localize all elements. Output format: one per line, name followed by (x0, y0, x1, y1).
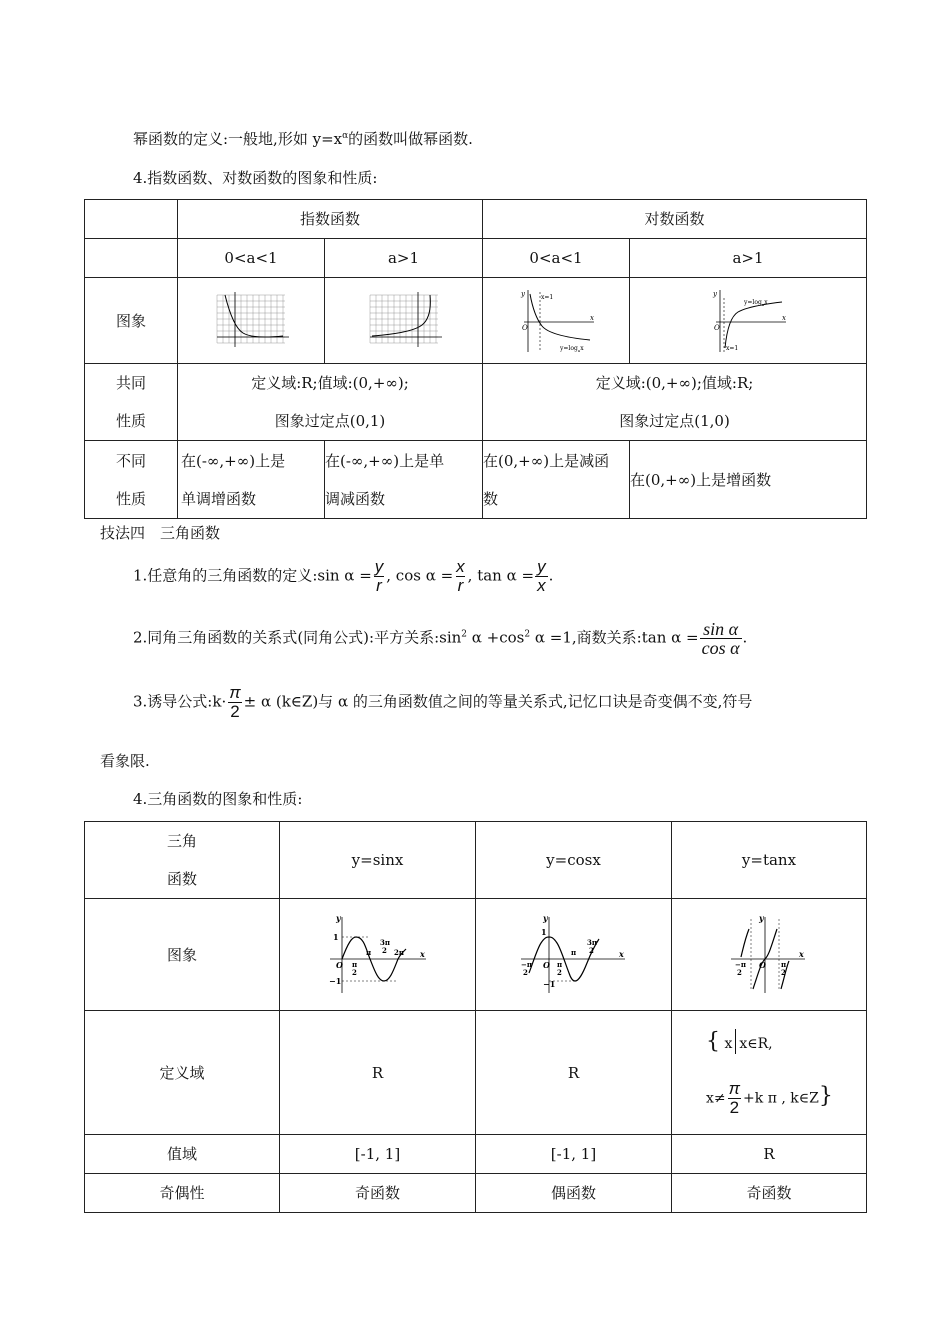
svg-text:2π: 2π (393, 947, 404, 957)
exp-inc-graph (325, 278, 483, 364)
svg-text:y=logax: $y=\log_ax$ (744, 298, 768, 307)
exp-common-props: 定义域:R;值域:(0,+∞); 图象过定点(0,1) (178, 364, 483, 441)
svg-text:O: O (714, 323, 720, 332)
empty-sub (85, 239, 178, 278)
tan-graph (672, 899, 867, 1011)
sub-header: 0<a<1 (483, 239, 630, 278)
same-angle-relations: 2.同角三角函数的关系式(同角公式):平方关系$:\sin^2$ $\alpha +\cos^2$ α =1,商数关系:tan α = $\frac{\text{sin α}}{\text{cos α}}$ . (133, 619, 748, 658)
tan-domain: { x x∈R, x≠ $\frac{\pi}{2}$ +k π , k∈Z} (672, 1011, 867, 1135)
induction-formula-cont: 看象限. (100, 752, 150, 770)
svg-text:O: O (759, 959, 766, 970)
svg-text:y: y (335, 914, 341, 923)
svg-text:y=logax: $y=\log_ax$ (560, 344, 584, 353)
section-heading-trig: 技法四 三角函数 (100, 524, 221, 542)
exp-header: 指数函数 (178, 200, 483, 239)
trig-definition: 1.任意角的三角函数的定义:sin α = $\frac{y}{r}$ , cos α = $\frac{x}{r}$ , tan α = $\frac{y}{x}$ . (133, 557, 554, 595)
log-inc-graph (630, 278, 867, 364)
svg-text:π: π (570, 947, 576, 957)
svg-text:x: x (799, 948, 804, 959)
item4-exp-log-title: 4.指数函数、对数函数的图象和性质: (133, 169, 378, 187)
svg-text:2: 2 (781, 967, 786, 977)
svg-text:1: 1 (332, 931, 339, 942)
sub-header: a>1 (630, 239, 867, 278)
svg-text:y: y (759, 914, 764, 923)
svg-text:2: 2 (556, 967, 562, 977)
svg-text:π: π (351, 959, 357, 969)
svg-text:−π: −π (735, 959, 746, 969)
sin-parity: 奇函数 (280, 1174, 476, 1213)
svg-text:2: 2 (381, 945, 387, 955)
sin-range: [-1, 1] (280, 1135, 476, 1174)
log-header: 对数函数 (483, 200, 867, 239)
svg-text:3π: 3π (586, 937, 597, 947)
svg-text:y: y (521, 289, 525, 298)
svg-text:−π: −π (520, 959, 532, 969)
diff-log-dec: 在(0,+∞)上是减函 数 (483, 441, 630, 519)
svg-text:x: x (782, 313, 786, 322)
svg-text:π: π (556, 959, 562, 969)
svg-text:x: x (419, 948, 425, 959)
svg-text:x: x (590, 313, 594, 322)
svg-text:y: y (713, 289, 717, 298)
diff-exp-inc: 在(-∞,+∞)上是单 调减函数 (325, 441, 483, 519)
log-dec-graph (483, 278, 630, 364)
row-label-common: 共同 性质 (85, 364, 178, 441)
svg-text:x=1: x=1 (726, 344, 739, 352)
svg-text:−1: −1 (542, 978, 555, 989)
power-function-definition: 幂函数的定义:一般地,形如 $y=x^\alpha$的函数叫做幂函数. (133, 130, 473, 148)
cos-parity: 偶函数 (476, 1174, 672, 1213)
row-label-parity: 奇偶性 (85, 1174, 280, 1213)
row-label-diff: 不同 性质 (85, 441, 178, 519)
svg-text:2: 2 (522, 967, 528, 977)
svg-text:y: y (542, 914, 548, 923)
svg-text:3π: 3π (379, 937, 390, 947)
cos-graph (476, 899, 672, 1011)
diff-log-inc: 在(0,+∞)上是增函数 (630, 441, 867, 519)
row-label-domain: 定义域 (85, 1011, 280, 1135)
fn-tan: y=tanx (672, 822, 867, 899)
svg-text:x=1: x=1 (541, 293, 554, 301)
diff-exp-dec: 在(-∞,+∞)上是 单调增函数 (178, 441, 325, 519)
fn-cos: y=cosx (476, 822, 672, 899)
trig-table (84, 821, 867, 1213)
head-trig-function: 三角 函数 (85, 822, 280, 899)
svg-text:O: O (522, 323, 528, 332)
tan-parity: 奇函数 (672, 1174, 867, 1213)
svg-text:π: π (365, 947, 371, 957)
svg-text:2: 2 (351, 967, 357, 977)
empty-corner (85, 200, 178, 239)
svg-text:−1: −1 (328, 975, 341, 986)
row-label-range: 值域 (85, 1135, 280, 1174)
svg-text:1: 1 (540, 926, 547, 937)
exp-log-table (84, 199, 867, 519)
cos-range: [-1, 1] (476, 1135, 672, 1174)
row-label-graph: 图象 (85, 899, 280, 1011)
log-common-props: 定义域:(0,+∞);值域:R; 图象过定点(1,0) (483, 364, 867, 441)
sin-domain: R (280, 1011, 476, 1135)
row-label-graph: 图象 (85, 278, 178, 364)
trig-graph-title: 4.三角函数的图象和性质: (133, 790, 303, 808)
sub-header: 0<a<1 (178, 239, 325, 278)
induction-formula: 3.诱导公式:k· $\frac{\pi}{2}$ ± α (k∈Z)与 α 的三角函数值之间的等量关系式,记忆口诀是奇变偶不变,符号 (133, 683, 753, 721)
svg-text:x: x (618, 948, 624, 959)
svg-text:O: O (335, 959, 343, 970)
cos-domain: R (476, 1011, 672, 1135)
sin-graph (280, 899, 476, 1011)
fn-sin: y=sinx (280, 822, 476, 899)
svg-text:2: 2 (737, 967, 742, 977)
sub-header: a>1 (325, 239, 483, 278)
svg-text:O: O (542, 959, 550, 970)
svg-text:π: π (781, 959, 787, 969)
svg-text:2: 2 (588, 945, 594, 955)
tan-range: R (672, 1135, 867, 1174)
exp-dec-graph (178, 278, 325, 364)
